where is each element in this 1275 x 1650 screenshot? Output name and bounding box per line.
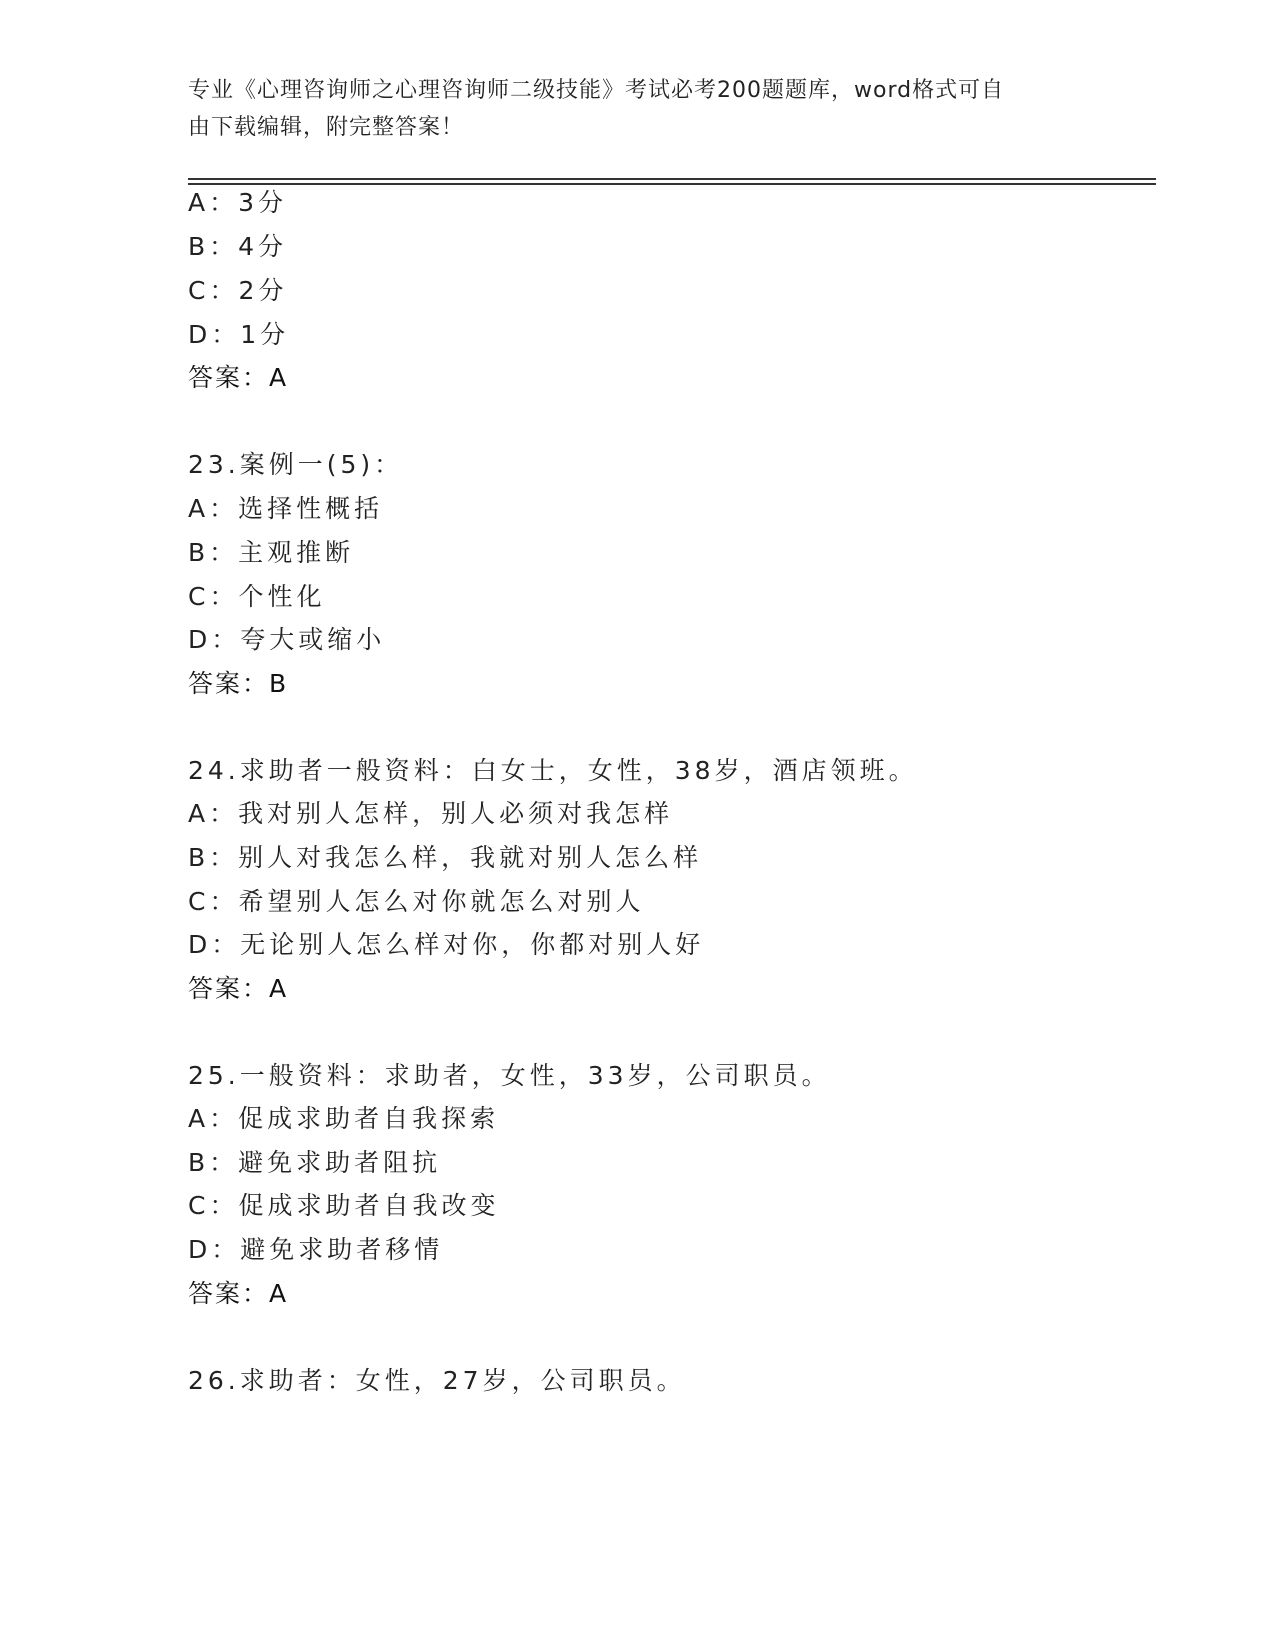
q25-option-b: B：避免求助者阻抗 (188, 1148, 442, 1177)
q24-option-b: B：别人对我怎么样，我就对别人怎么样 (188, 843, 703, 872)
q22-answer: 答案：A (188, 363, 289, 392)
q22-option-b: B：4分 (188, 232, 288, 261)
q26-question: 26.求助者：女性，27岁，公司职员。 (188, 1366, 686, 1395)
q25-question: 25.一般资料：求助者，女性，33岁，公司职员。 (188, 1061, 831, 1090)
q23-option-d: D：夸大或缩小 (188, 625, 386, 654)
q23-option-b: B：主观推断 (188, 538, 355, 567)
header-divider-bottom (188, 183, 1156, 185)
q22-option-d: D：1分 (188, 320, 290, 349)
q24-answer: 答案：A (188, 974, 289, 1003)
q24-option-d: D：无论别人怎么样对你，你都对别人好 (188, 930, 705, 959)
q25-option-c: C：促成求助者自我改变 (188, 1191, 500, 1220)
header-divider-top (188, 178, 1156, 180)
q25-option-d: D：避免求助者移情 (188, 1235, 444, 1264)
q22-option-a: A：3分 (188, 188, 288, 217)
q22-option-c: C：2分 (188, 276, 288, 305)
header-line-1: 专业《心理咨询师之心理咨询师二级技能》考试必考200题题库，word格式可自 (188, 78, 1005, 103)
q24-question: 24.求助者一般资料：白女士，女性，38岁，酒店领班。 (188, 756, 918, 785)
document-header (188, 72, 1068, 146)
q23-answer: 答案：B (188, 669, 289, 698)
q25-option-a: A：促成求助者自我探索 (188, 1104, 500, 1133)
q25-answer: 答案：A (188, 1279, 289, 1308)
q23-question: 23.案例一(5)： (188, 450, 404, 479)
header-line-2: 由下载编辑，附完整答案！ (188, 115, 465, 140)
q24-option-a: A：我对别人怎样，别人必须对我怎样 (188, 799, 674, 828)
q24-option-c: C：希望别人怎么对你就怎么对别人 (188, 887, 645, 916)
q23-option-c: C：个性化 (188, 582, 326, 611)
q23-option-a: A：选择性概括 (188, 494, 384, 523)
